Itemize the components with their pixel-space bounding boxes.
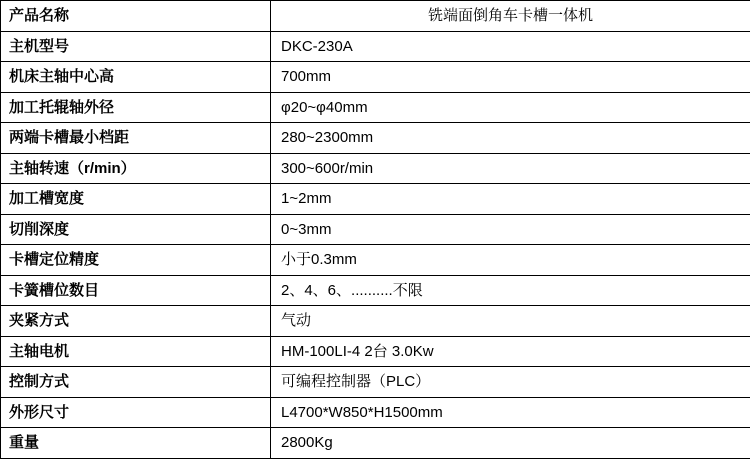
- table-row: [1, 336, 750, 367]
- spec-value: 1~2mm: [271, 184, 750, 215]
- spec-value: 2、4、6、..........不限: [271, 275, 750, 306]
- spec-label: 主机型号: [1, 31, 271, 62]
- table-row: [1, 123, 750, 154]
- table-row: [1, 62, 750, 93]
- spec-label: 重量: [1, 428, 271, 459]
- table-row: [1, 306, 750, 337]
- spec-value: HM-100LI-4 2台 3.0Kw: [271, 336, 750, 367]
- table-row: [1, 153, 750, 184]
- table-row: [1, 1, 750, 32]
- table-row: [1, 275, 750, 306]
- spec-value: 气动: [271, 306, 750, 337]
- spec-label: 外形尺寸: [1, 397, 271, 428]
- table-row: [1, 92, 750, 123]
- spec-label: 两端卡槽最小档距: [1, 123, 271, 154]
- spec-value: L4700*W850*H1500mm: [271, 397, 750, 428]
- spec-label: 加工托辊轴外径: [1, 92, 271, 123]
- spec-value: 2800Kg: [271, 428, 750, 459]
- spec-value: 0~3mm: [271, 214, 750, 245]
- spec-label: 夹紧方式: [1, 306, 271, 337]
- spec-value: 小于0.3mm: [271, 245, 750, 276]
- table-row: [1, 397, 750, 428]
- spec-value: φ20~φ40mm: [271, 92, 750, 123]
- spec-label: 卡槽定位精度: [1, 245, 271, 276]
- spec-label: 卡簧槽位数目: [1, 275, 271, 306]
- spec-value: DKC-230A: [271, 31, 750, 62]
- table-row: [1, 31, 750, 62]
- spec-label: 主轴转速（r/min）: [1, 153, 271, 184]
- table-row: [1, 184, 750, 215]
- spec-label: 控制方式: [1, 367, 271, 398]
- spec-value: 可编程控制器（PLC）: [271, 367, 750, 398]
- table-row: [1, 428, 750, 459]
- table-row: [1, 367, 750, 398]
- spec-label: 切削深度: [1, 214, 271, 245]
- table-row: [1, 245, 750, 276]
- spec-label: 主轴电机: [1, 336, 271, 367]
- spec-label: 产品名称: [1, 1, 271, 32]
- spec-value: 300~600r/min: [271, 153, 750, 184]
- spec-label: 机床主轴中心高: [1, 62, 271, 93]
- spec-value: 铣端面倒角车卡槽一体机: [271, 1, 750, 32]
- spec-value: 700mm: [271, 62, 750, 93]
- table-row: [1, 214, 750, 245]
- spec-value: 280~2300mm: [271, 123, 750, 154]
- specification-table-body: [1, 1, 750, 459]
- spec-label: 加工槽宽度: [1, 184, 271, 215]
